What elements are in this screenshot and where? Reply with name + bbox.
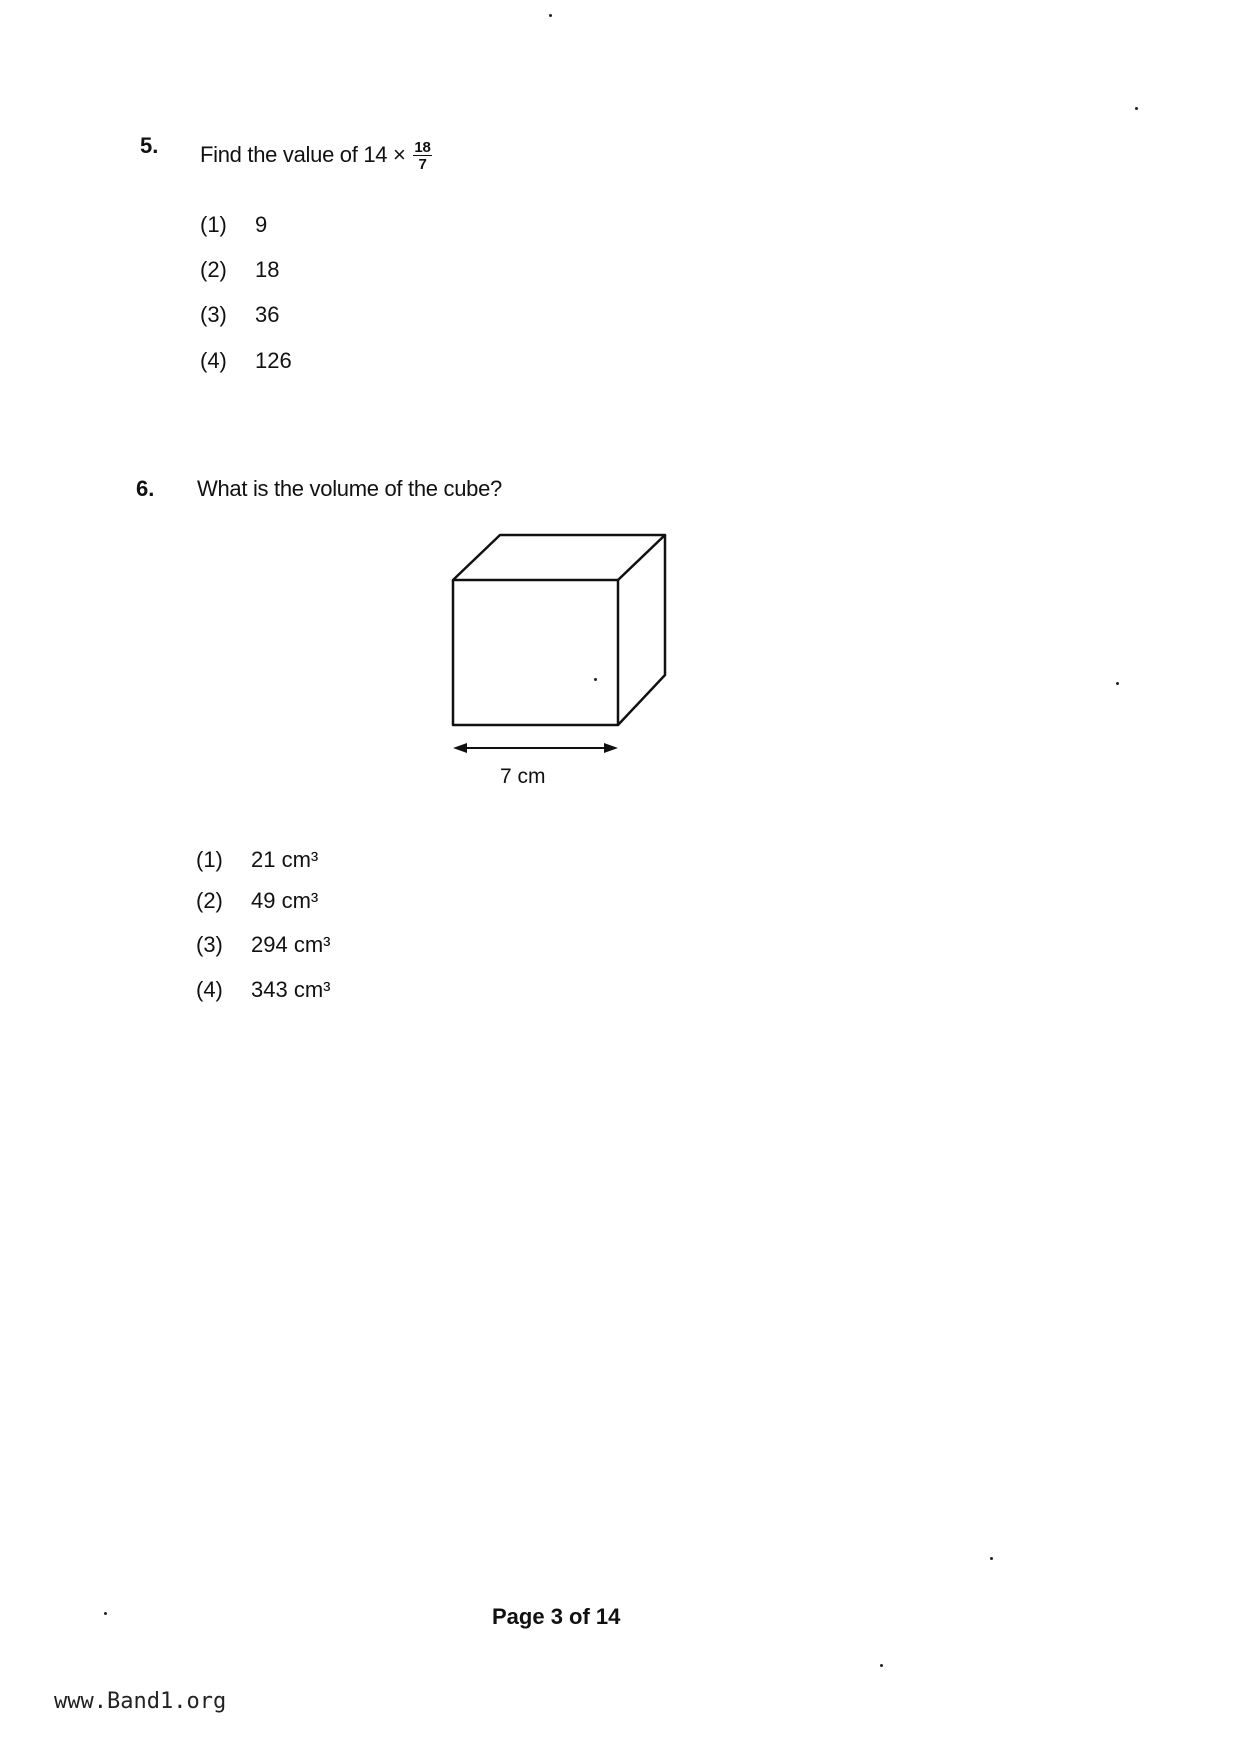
scan-speck — [880, 1664, 883, 1667]
question-6-text: What is the volume of the cube? — [197, 476, 502, 501]
option-label: (2) — [200, 257, 227, 282]
question-6-number: 6. — [136, 476, 155, 501]
option-label: (1) — [200, 212, 227, 237]
option-value: 18 — [255, 257, 280, 282]
option-label: (1) — [196, 847, 223, 872]
option-label: (3) — [200, 302, 227, 327]
scan-speck — [1135, 107, 1138, 110]
option-label: (4) — [200, 348, 227, 373]
site-watermark: www.Band1.org — [54, 1689, 227, 1714]
fraction-numerator: 18 — [414, 139, 431, 156]
option-label: (4) — [196, 977, 223, 1002]
cube-top-face — [453, 535, 665, 580]
fraction-denominator: 7 — [418, 156, 427, 173]
option-value: 21 cm³ — [251, 847, 319, 872]
option-value: 343 cm³ — [251, 977, 331, 1002]
option-value: 9 — [255, 212, 268, 237]
question-5-option-4 — [200, 348, 292, 374]
option-value: 126 — [255, 348, 292, 373]
question-6-option-2 — [196, 888, 318, 914]
option-value: 36 — [255, 302, 280, 327]
question-5-text — [200, 140, 432, 172]
scan-speck — [1116, 682, 1119, 685]
question-6-option-4 — [196, 977, 330, 1003]
question-5-option-1 — [200, 212, 267, 238]
scan-speck — [104, 1612, 107, 1615]
dimension-arrow — [453, 743, 618, 753]
scan-speck — [990, 1557, 993, 1560]
cube-right-face — [618, 535, 665, 725]
option-label: (2) — [196, 888, 223, 913]
scan-speck — [594, 678, 597, 681]
scan-speck — [549, 14, 552, 17]
question-5-option-2 — [200, 257, 279, 283]
cube-front-face — [453, 580, 618, 725]
option-value: 49 cm³ — [251, 888, 319, 913]
page-number: Page 3 of 14 — [492, 1604, 621, 1629]
question-5-fraction — [413, 140, 431, 172]
option-value: 294 cm³ — [251, 932, 331, 957]
question-5-option-3 — [200, 302, 279, 328]
question-6-option-1 — [196, 847, 318, 873]
question-6-option-3 — [196, 932, 330, 958]
cube-figure — [440, 520, 680, 800]
question-5-stem: Find the value of 14 × — [200, 141, 406, 167]
question-5-number: 5. — [140, 133, 159, 158]
option-label: (3) — [196, 932, 223, 957]
cube-dimension-label: 7 cm — [500, 765, 546, 788]
